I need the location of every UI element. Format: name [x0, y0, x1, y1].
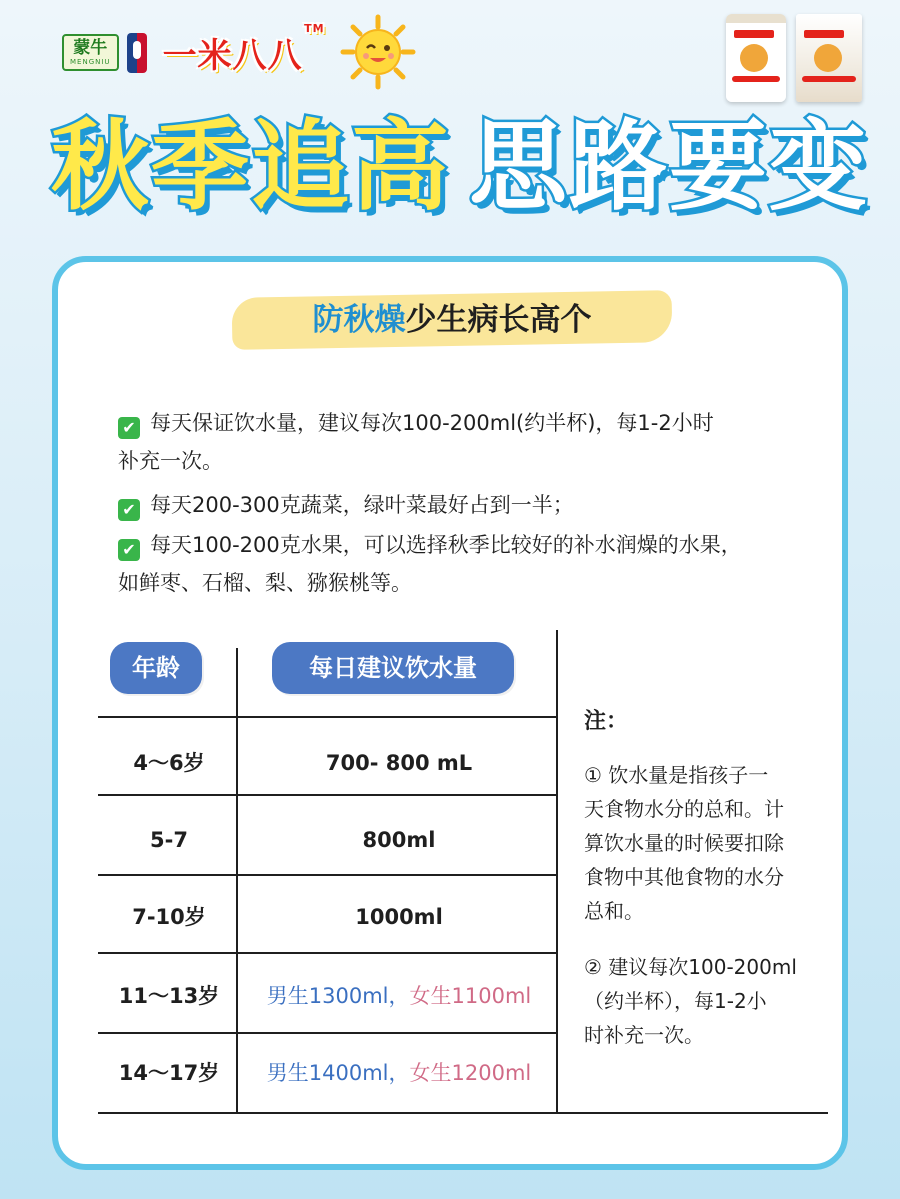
tip-item	[118, 526, 818, 602]
table-cell-age: 11～13岁	[118, 984, 220, 1008]
table-cell-water	[240, 1058, 558, 1088]
boy-amount: 男生1300ml，	[266, 984, 410, 1008]
table-cell-age: 4～6岁	[133, 751, 205, 775]
tips-list	[118, 404, 818, 602]
check-icon: ✔	[118, 499, 140, 521]
table-rule	[98, 794, 558, 796]
note-1	[584, 758, 834, 928]
note-line: 算饮水量的时候要扣除	[584, 831, 784, 855]
table-cell-water: 800ml	[362, 828, 436, 852]
table-header-water: 每日建议饮水量	[272, 642, 514, 694]
check-icon: ✔	[118, 539, 140, 561]
note-line: 食物中其他食物的水分	[584, 865, 784, 889]
subtitle-banner	[232, 288, 672, 350]
product-can-2	[796, 14, 862, 102]
trademark-mark: TM	[304, 22, 325, 35]
table-rule	[98, 1112, 828, 1114]
subtitle-text	[232, 298, 672, 342]
table-divider-v2	[556, 630, 558, 1114]
table-rule	[98, 952, 558, 954]
nba-logo	[127, 33, 147, 73]
table-cell-water: 700- 800 mL	[325, 751, 473, 775]
headline-part-1: 秋季追高	[50, 110, 451, 224]
note-line: 总和。	[584, 899, 644, 923]
notes-title: 注：	[584, 709, 629, 734]
girl-amount: 女生1200ml	[409, 1061, 532, 1085]
table-cell-age: 7-10岁	[132, 905, 206, 929]
note-line: 时补充一次。	[584, 1023, 704, 1047]
note-line: ② 建议每次100-200ml	[584, 955, 797, 979]
table-rule	[98, 716, 558, 718]
tip-text: 每天保证饮水量，建议每次100-200ml(约半杯)，每1-2小时	[150, 411, 714, 435]
boy-amount: 男生1400ml，	[266, 1061, 410, 1085]
table-cell-age: 14～17岁	[118, 1061, 220, 1085]
tip-text-cont: 如鲜枣、石榴、梨、猕猴桃等。	[118, 571, 412, 595]
note-line: （约半杯），每1-2小	[584, 989, 767, 1013]
table-cell-water: 1000ml	[355, 905, 443, 929]
table-cell-water	[240, 981, 558, 1011]
note-line: 天食物水分的总和。计	[584, 797, 784, 821]
girl-amount: 女生1100ml	[409, 984, 532, 1008]
product-can-1	[726, 14, 786, 102]
tip-item	[118, 486, 818, 524]
mengniu-logo	[62, 34, 119, 71]
table-header-age: 年龄	[110, 642, 202, 694]
table-rule	[98, 874, 558, 876]
yimibaba-logo	[162, 22, 325, 77]
tip-text: 每天100-200克水果，可以选择秋季比较好的补水润燥的水果，	[150, 533, 742, 557]
tip-text-cont: 补充一次。	[118, 449, 223, 473]
product-cans	[722, 8, 872, 104]
mengniu-logo-text: 蒙牛	[73, 38, 108, 58]
note-line: ① 饮水量是指孩子一	[584, 763, 769, 787]
table-rule	[98, 1032, 558, 1034]
headline-part-2: 思路要变	[469, 110, 870, 224]
note-2	[584, 950, 834, 1052]
sun-icon	[340, 14, 416, 90]
subtitle-rest: 少生病长高个	[405, 302, 592, 338]
subtitle-highlight: 防秋燥	[312, 302, 406, 338]
yimibaba-logo-text: 一米八八	[162, 36, 303, 76]
page-headline	[40, 108, 880, 226]
tip-item	[118, 404, 818, 480]
tip-text: 每天200-300克蔬菜，绿叶菜最好占到一半；	[150, 493, 574, 517]
table-cell-age: 5-7	[150, 828, 188, 852]
brand-logos	[62, 22, 325, 77]
check-icon: ✔	[118, 417, 140, 439]
mengniu-logo-tag: MENGNIU	[70, 58, 111, 66]
